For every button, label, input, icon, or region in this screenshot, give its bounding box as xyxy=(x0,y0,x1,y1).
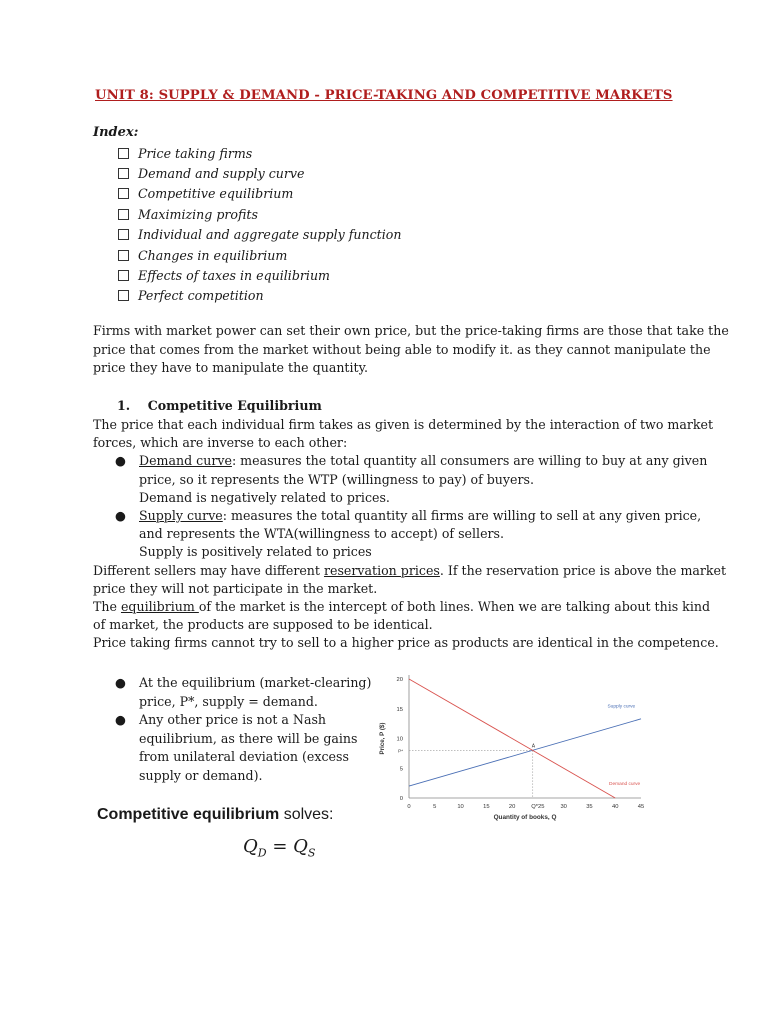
checkbox-icon[interactable] xyxy=(118,250,129,261)
y-tick-label: 0 xyxy=(399,796,403,802)
checkbox-icon[interactable] xyxy=(118,270,129,281)
demand-curve-label: Demand curve xyxy=(609,781,641,787)
equilibrium-equation: $Q_D = Q_S$ xyxy=(243,836,316,860)
checkbox-icon[interactable] xyxy=(118,188,129,199)
equilibrium-point-label: A xyxy=(531,743,536,750)
x-tick-label: 15 xyxy=(483,804,490,810)
index-item[interactable]: Competitive equilibrium xyxy=(118,184,401,204)
x-tick-label: 10 xyxy=(457,804,464,810)
bullet-icon: ● xyxy=(115,508,126,524)
y-tick-label: 10 xyxy=(396,736,403,743)
index-item[interactable]: Maximizing profits xyxy=(118,204,401,224)
competitive-equilibrium-label: Competitive equilibrium solves: xyxy=(97,806,334,823)
x-tick-label: 0 xyxy=(407,804,411,810)
section-body: The price that each individual firm takes as given is determined by the interaction of two market forces, which are inverse to each other: ● Demand curve: measures the total quantity all consumers are willing to buy at any given price, so it represents the WTP (willingness to pay) of buyers. Demand is negatively related to prices. ● Supply curve: measures the total quantity all firms are willing to sell at any given price, and represents the WTA(willingness to accept) of sellers. Supply is positively related to prices Different sellers may have different reservation prices. If the reservation price is above the market price they will not participate in the market. The equilibrium of the market is the intercept of both lines. When we are talking about this kind of market, the products are supposed to be identical. Price taking firms cannot try to sell to a higher price as products are identical in the competence. xyxy=(93,417,727,651)
index-label: Index: xyxy=(93,125,139,140)
list-item: ● Any other price is not a Nash equilibrium, as there will be gains from unilateral deviation (excess supply or demand). xyxy=(115,712,358,783)
x-tick-label: 40 xyxy=(611,804,619,810)
intro-paragraph: Firms with market power can set their own price, but the price-taking firms are those that take the price that comes from the market without being able to modify it. as they cannot manipulate the price they have to manipulate the quantity. xyxy=(93,323,729,376)
y-tick-label: 15 xyxy=(396,706,403,713)
supply-demand-chart xyxy=(372,668,662,828)
document-title: UNIT 8: SUPPLY & DEMAND - PRICE-TAKING AND COMPETITIVE MARKETS xyxy=(95,88,673,103)
x-tick-label: 20 xyxy=(508,804,516,810)
series-line xyxy=(409,679,615,798)
checkbox-icon[interactable] xyxy=(118,209,129,220)
list-item: ● Demand curve: measures the total quantity all consumers are willing to buy at any given price, so it represents the WTP (willingness to pay) of buyers. Demand is negatively related to prices. xyxy=(115,453,708,505)
list-item: ● At the equilibrium (market-clearing) price, P*, supply = demand. xyxy=(115,675,372,709)
checkbox-icon[interactable] xyxy=(118,229,129,240)
checkbox-icon[interactable] xyxy=(118,168,129,179)
x-tick-label: Q*25 xyxy=(531,804,545,810)
x-tick-label: 30 xyxy=(560,804,567,810)
bullet-icon: ● xyxy=(115,712,126,728)
x-tick-label: 45 xyxy=(637,804,645,810)
checkbox-icon[interactable] xyxy=(118,290,129,301)
index-item[interactable]: Changes in equilibrium xyxy=(118,245,401,265)
index-list xyxy=(118,143,401,306)
index-item[interactable]: Price taking firms xyxy=(118,143,401,163)
y-tick-label: 5 xyxy=(399,766,403,773)
y-axis-label: Price, P ($) xyxy=(379,722,386,755)
equilibrium-bullets xyxy=(93,674,383,786)
y-tick-label: P* xyxy=(398,748,403,754)
index-item[interactable]: Demand and supply curve xyxy=(118,163,401,183)
checkbox-icon[interactable] xyxy=(118,148,129,159)
index-item[interactable]: Perfect competition xyxy=(118,286,401,306)
list-item: ● Supply curve: measures the total quantity all firms are willing to sell at any given price, and represents the WTA(willingness to accept) of sellers. Supply is positively related to prices xyxy=(115,508,702,560)
bullet-icon: ● xyxy=(115,453,126,469)
y-tick-label: 20 xyxy=(396,677,403,683)
index-item[interactable]: Individual and aggregate supply function xyxy=(118,225,401,245)
x-axis-label: Quantity of books, Q xyxy=(493,814,557,821)
index-item[interactable]: Effects of taxes in equilibrium xyxy=(118,265,401,285)
bullet-icon: ● xyxy=(115,675,126,690)
x-tick-label: 5 xyxy=(433,804,437,810)
series-line xyxy=(409,719,641,786)
x-tick-label: 35 xyxy=(586,804,593,810)
supply-curve-label: Supply curve xyxy=(607,704,636,710)
section-heading: 1. Competitive Equilibrium xyxy=(117,398,322,413)
